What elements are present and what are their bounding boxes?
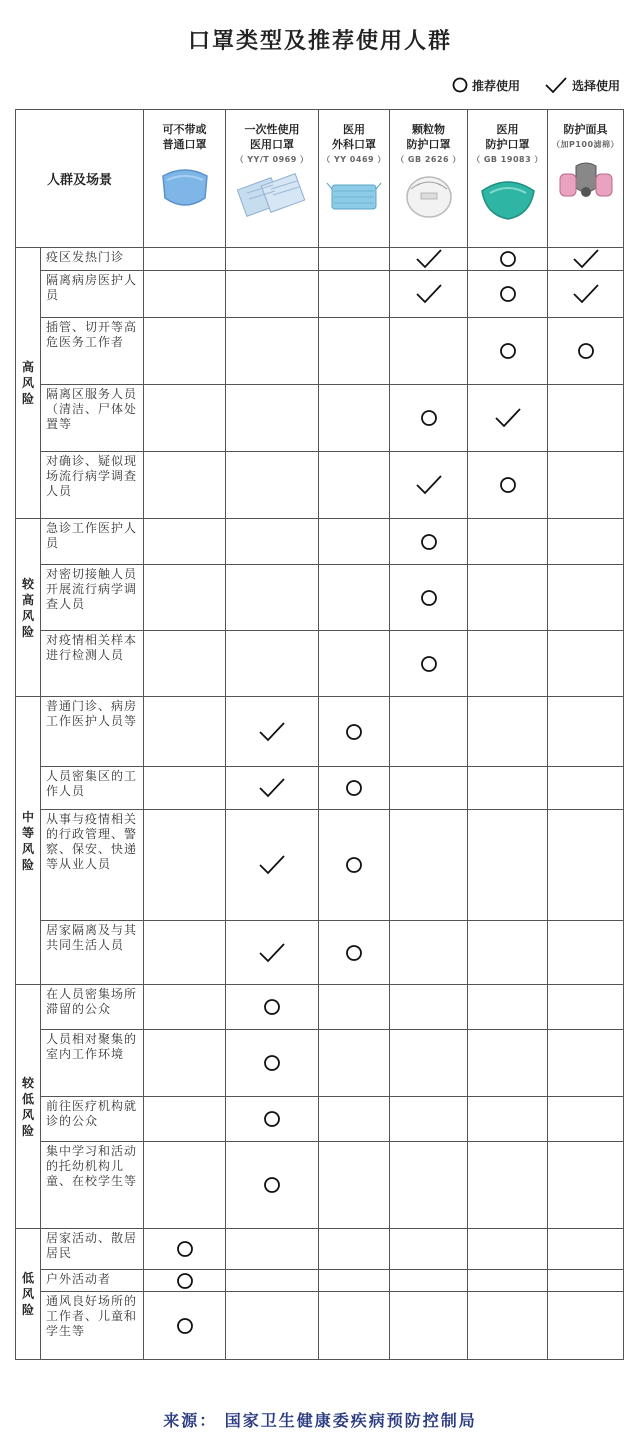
mask-cell — [144, 767, 226, 810]
circle-icon — [263, 1110, 281, 1128]
mask-cell — [319, 385, 390, 452]
mask-cell — [226, 565, 319, 631]
scenario-label: 前往医疗机构就诊的公众 — [41, 1097, 144, 1142]
col-standard: （加P100滤棉） — [551, 140, 620, 149]
scenario-label: 对确诊、疑似现场流行病学调查人员 — [41, 452, 144, 519]
mask-cell — [468, 1270, 548, 1292]
circle-icon — [420, 589, 438, 607]
mask-cell — [226, 921, 319, 985]
scenario-label: 疫区发热门诊 — [41, 248, 144, 271]
table-row — [16, 385, 624, 452]
circle-icon — [420, 533, 438, 551]
mask-cell — [468, 271, 548, 318]
risk-category: 中 等 风 险 — [16, 697, 41, 985]
mask-cell — [390, 767, 468, 810]
table-row — [16, 1097, 624, 1142]
mask-cell — [144, 1030, 226, 1097]
mask-cell — [144, 519, 226, 565]
col-name: 颗粒物 防护口罩 — [406, 123, 451, 151]
legend-recommended-label: 推荐使用 — [471, 78, 520, 93]
scenario-label: 从事与疫情相关的行政管理、警察、保安、快递等从业人员 — [41, 810, 144, 921]
mask-cell — [468, 1292, 548, 1360]
mask-cell — [548, 271, 624, 318]
mask-cell — [390, 271, 468, 318]
mask-cell — [468, 767, 548, 810]
mask-cell — [468, 1097, 548, 1142]
scenario-label: 对密切接触人员开展流行病学调查人员 — [41, 565, 144, 631]
mask-cell — [319, 631, 390, 697]
mask-cell — [390, 1030, 468, 1097]
mask-cell — [226, 767, 319, 810]
mask-cell — [548, 452, 624, 519]
table-row — [16, 1229, 624, 1270]
check-icon — [572, 248, 600, 270]
mask-cell — [390, 985, 468, 1030]
mask-cell — [144, 631, 226, 697]
mask-cell — [548, 697, 624, 767]
table-row — [16, 248, 624, 271]
mask-cell — [226, 1142, 319, 1229]
circle-icon — [345, 723, 363, 741]
mask-cell — [390, 452, 468, 519]
table-row — [16, 271, 624, 318]
mask-cell — [319, 271, 390, 318]
circle-icon — [263, 1176, 281, 1194]
mask-cell — [390, 1229, 468, 1270]
table-row — [16, 1030, 624, 1097]
mask-cell — [468, 248, 548, 271]
mask-cell — [548, 631, 624, 697]
mask-cell — [226, 271, 319, 318]
col-standard: （ GB 19083 ） — [472, 155, 543, 164]
mask-cell — [548, 248, 624, 271]
check-icon — [258, 721, 286, 743]
mask-cell — [144, 1292, 226, 1360]
mask-cell — [468, 631, 548, 697]
mask-cell — [468, 318, 548, 385]
mask-cell — [319, 921, 390, 985]
mask-cell — [226, 697, 319, 767]
mask-cell — [548, 1270, 624, 1292]
mask-cell — [144, 921, 226, 985]
risk-category: 较 低 风 险 — [16, 985, 41, 1229]
mask-cell — [319, 1229, 390, 1270]
mask-cell — [468, 697, 548, 767]
scenario-label: 人员相对聚集的室内工作环境 — [41, 1030, 144, 1097]
scenario-label: 隔离病房医护人员 — [41, 271, 144, 318]
mask-cell — [319, 565, 390, 631]
mask-cell — [390, 385, 468, 452]
mask-cell — [144, 1270, 226, 1292]
mask-cell — [390, 697, 468, 767]
cloth-mask-icon — [157, 158, 213, 214]
mask-cell — [319, 248, 390, 271]
mask-cell — [144, 1229, 226, 1270]
legend — [428, 76, 620, 94]
table-row — [16, 921, 624, 985]
check-icon — [415, 474, 443, 496]
col-standard: （ YY/T 0969 ） — [235, 155, 309, 164]
check-icon — [258, 854, 286, 876]
mask-cell — [144, 318, 226, 385]
mask-cell — [226, 1229, 319, 1270]
table-row — [16, 767, 624, 810]
scenario-label: 户外活动者 — [41, 1270, 144, 1292]
mask-cell — [468, 519, 548, 565]
circle-icon — [345, 944, 363, 962]
mask-cell — [144, 1097, 226, 1142]
surgical-mask-icon — [326, 171, 382, 219]
mask-cell — [468, 921, 548, 985]
page-title: 口罩类型及推荐使用人群 — [187, 29, 452, 54]
mask-cell — [319, 767, 390, 810]
mask-cell — [468, 1142, 548, 1229]
check-icon — [258, 777, 286, 799]
circle-icon — [577, 342, 595, 360]
mask-cell — [144, 697, 226, 767]
mask-cell — [226, 1270, 319, 1292]
mask-cell — [548, 1097, 624, 1142]
scenario-label: 通风良好场所的工作者、儿童和学生等 — [41, 1292, 144, 1360]
mask-cell — [319, 697, 390, 767]
check-icon — [258, 942, 286, 964]
col-head-5 — [548, 110, 624, 248]
col-name: 防护面具 — [563, 123, 608, 136]
col-name: 一次性使用 医用口罩 — [244, 123, 300, 151]
mask-cell — [390, 565, 468, 631]
col-head-4 — [468, 110, 548, 248]
mask-cell — [548, 921, 624, 985]
check-icon — [415, 248, 443, 270]
legend-recommended — [452, 77, 520, 94]
gas-mask-icon — [556, 156, 616, 208]
mask-cell — [548, 1229, 624, 1270]
col-standard: （ YY 0469 ） — [322, 155, 386, 164]
circle-icon — [420, 655, 438, 673]
mask-cell — [319, 318, 390, 385]
circle-icon — [499, 285, 517, 303]
mask-cell — [548, 1030, 624, 1097]
mask-cell — [226, 631, 319, 697]
source-credit: 来源： 国家卫生健康委疾病预防控制局 — [163, 1411, 477, 1430]
table-row — [16, 985, 624, 1030]
table-row — [16, 1292, 624, 1360]
mask-cell — [226, 248, 319, 271]
mask-cell — [548, 1292, 624, 1360]
scenario-label: 在人员密集场所滞留的公众 — [41, 985, 144, 1030]
mask-cell — [226, 810, 319, 921]
mask-cell — [319, 452, 390, 519]
circle-icon — [345, 856, 363, 874]
table-row — [16, 452, 624, 519]
mask-cell — [548, 1142, 624, 1229]
scenario-label: 对疫情相关样本进行检测人员 — [41, 631, 144, 697]
mask-cell — [319, 810, 390, 921]
scenario-label: 人员密集区的工作人员 — [41, 767, 144, 810]
mask-cell — [468, 1030, 548, 1097]
mask-cell — [390, 1292, 468, 1360]
particulate-respirator-icon — [401, 171, 457, 221]
header-row — [16, 110, 624, 248]
mask-cell — [144, 565, 226, 631]
col-name: 医用 防护口罩 — [485, 123, 530, 151]
mask-cell — [319, 1097, 390, 1142]
circle-icon — [420, 409, 438, 427]
mask-cell — [548, 767, 624, 810]
mask-cell — [319, 1292, 390, 1360]
check-icon — [415, 283, 443, 305]
table-row — [16, 1142, 624, 1229]
table-row — [16, 318, 624, 385]
table-row — [16, 1270, 624, 1292]
circle-icon — [499, 476, 517, 494]
mask-cell — [226, 519, 319, 565]
circle-icon — [263, 1054, 281, 1072]
col-head-1 — [226, 110, 319, 248]
mask-cell — [144, 248, 226, 271]
mask-cell — [226, 985, 319, 1030]
table-row — [16, 565, 624, 631]
mask-cell — [226, 318, 319, 385]
mask-cell — [390, 1142, 468, 1229]
mask-cell — [144, 385, 226, 452]
mask-cell — [319, 1270, 390, 1292]
check-icon — [544, 76, 568, 94]
mask-cell — [468, 810, 548, 921]
mask-cell — [226, 385, 319, 452]
legend-optional-label: 选择使用 — [571, 78, 620, 93]
table-row — [16, 519, 624, 565]
circle-icon — [176, 1317, 194, 1335]
scenario-label: 居家活动、散居居民 — [41, 1229, 144, 1270]
mask-cell — [548, 519, 624, 565]
scenario-label: 居家隔离及与其共同生活人员 — [41, 921, 144, 985]
scenario-label: 插管、切开等高危医务工作者 — [41, 318, 144, 385]
circle-icon — [499, 250, 517, 268]
mask-cell — [390, 248, 468, 271]
table-row — [16, 810, 624, 921]
circle-icon — [263, 998, 281, 1016]
mask-cell — [144, 810, 226, 921]
mask-cell — [144, 985, 226, 1030]
mask-cell — [319, 519, 390, 565]
mask-cell — [226, 1097, 319, 1142]
mask-cell — [319, 985, 390, 1030]
mask-cell — [548, 385, 624, 452]
scenario-label: 集中学习和活动的托幼机构儿童、在校学生等 — [41, 1142, 144, 1229]
mask-cell — [468, 565, 548, 631]
risk-category: 高 风 险 — [16, 248, 41, 519]
mask-cell — [390, 519, 468, 565]
mask-cell — [319, 1030, 390, 1097]
circle-icon — [176, 1272, 194, 1290]
check-icon — [494, 407, 522, 429]
risk-category: 低 风 险 — [16, 1229, 41, 1360]
mask-cell — [468, 385, 548, 452]
risk-category: 较 高 风 险 — [16, 519, 41, 697]
scenario-label: 急诊工作医护人员 — [41, 519, 144, 565]
col-head-2 — [319, 110, 390, 248]
mask-cell — [390, 1270, 468, 1292]
col-head-0 — [144, 110, 226, 248]
disposable-mask-icon — [237, 171, 307, 219]
mask-cell — [226, 452, 319, 519]
mask-cell — [226, 1030, 319, 1097]
col-name: 医用 外科口罩 — [332, 123, 377, 151]
mask-cell — [390, 318, 468, 385]
mask-cell — [468, 1229, 548, 1270]
mask-cell — [468, 985, 548, 1030]
mask-table — [15, 109, 624, 1360]
mask-cell — [390, 631, 468, 697]
scenario-label: 隔离区服务人员（清洁、尸体处置等 — [41, 385, 144, 452]
mask-cell — [390, 810, 468, 921]
group-header: 人群及场景 — [16, 110, 144, 248]
legend-optional — [544, 76, 620, 94]
circle-icon — [499, 342, 517, 360]
mask-cell — [319, 1142, 390, 1229]
mask-cell — [390, 921, 468, 985]
col-name: 可不带或 普通口罩 — [162, 123, 207, 151]
col-standard: （ GB 2626 ） — [396, 155, 461, 164]
scenario-label: 普通门诊、病房工作医护人员等 — [41, 697, 144, 767]
mask-cell — [390, 1097, 468, 1142]
mask-cell — [226, 1292, 319, 1360]
mask-cell — [144, 452, 226, 519]
check-icon — [572, 283, 600, 305]
circle-icon — [452, 77, 468, 93]
mask-cell — [548, 318, 624, 385]
table-row — [16, 631, 624, 697]
mask-cell — [548, 985, 624, 1030]
mask-cell — [548, 810, 624, 921]
circle-icon — [345, 779, 363, 797]
mask-cell — [144, 271, 226, 318]
mask-cell — [468, 452, 548, 519]
circle-icon — [176, 1240, 194, 1258]
medical-respirator-icon — [478, 171, 538, 221]
col-head-3 — [390, 110, 468, 248]
mask-cell — [548, 565, 624, 631]
table-row — [16, 697, 624, 767]
mask-cell — [144, 1142, 226, 1229]
